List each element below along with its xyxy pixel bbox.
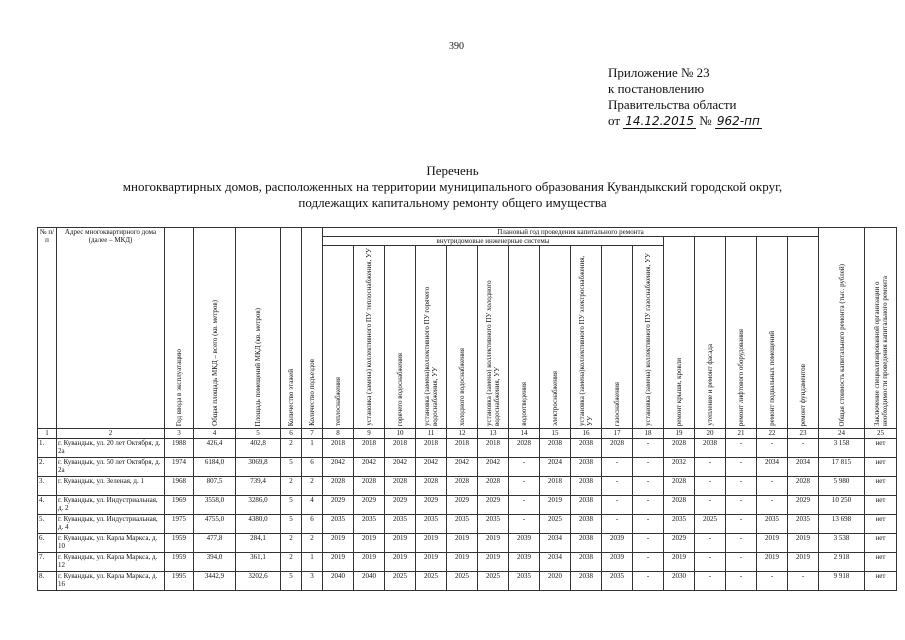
column-number: 25 — [865, 429, 897, 439]
table-cell: нет — [865, 458, 897, 477]
table-cell: 5. — [38, 515, 57, 534]
table-cell: 2019 — [323, 553, 354, 572]
column-number: 2 — [57, 429, 165, 439]
address-cell: г. Кувандык, ул. Зеленая, д. 1 — [57, 477, 165, 496]
header-premises-area: Площадь помещений МКД (кв. метров) — [236, 228, 281, 429]
column-number: 22 — [757, 429, 788, 439]
table-cell: 3558,0 — [194, 496, 236, 515]
table-cell: 2024 — [540, 458, 571, 477]
table-cell: 807,5 — [194, 477, 236, 496]
address-cell: г. Кувандык, ул. Карла Маркса, д. 12 — [57, 553, 165, 572]
table-cell: 2019 — [757, 553, 788, 572]
table-cell: 2035 — [788, 515, 819, 534]
table-cell: 2038 — [540, 439, 571, 458]
column-number: 9 — [354, 429, 385, 439]
table-cell: - — [726, 439, 757, 458]
table-cell: - — [633, 534, 664, 553]
table-cell: 2035 — [416, 515, 447, 534]
table-cell: - — [633, 477, 664, 496]
column-number: 15 — [540, 429, 571, 439]
table-cell: - — [695, 458, 726, 477]
title-line-3: подлежащих капитальному ремонту общего имущества — [298, 195, 607, 210]
table-cell: 2039 — [509, 553, 540, 572]
column-number: 21 — [726, 429, 757, 439]
table-cell: 2035 — [478, 515, 509, 534]
table-cell: - — [726, 515, 757, 534]
table-cell: 2019 — [447, 534, 478, 553]
table-cell: 2035 — [664, 515, 695, 534]
table-cell: - — [726, 496, 757, 515]
header-elevator: ремонт лифтового оборудования — [726, 237, 757, 429]
table-cell: - — [509, 515, 540, 534]
table-cell: 2034 — [788, 458, 819, 477]
table-cell: 2028 — [509, 439, 540, 458]
table-cell: 2029 — [447, 496, 478, 515]
column-number: 3 — [165, 429, 194, 439]
table-cell: 2029 — [664, 534, 695, 553]
table-cell: 2019 — [354, 534, 385, 553]
header-gas-meter: установка (замена) коллективного ПУ газоснабжения, УУ — [633, 246, 664, 429]
table-cell: 2018 — [478, 439, 509, 458]
table-cell: 2034 — [540, 553, 571, 572]
column-number: 10 — [385, 429, 416, 439]
table-cell: 6 — [302, 515, 323, 534]
header-heat-meter: установка (замена) коллективного ПУ теплоснабжения, УУ — [354, 246, 385, 429]
header-cost: Общая стоимость капитального ремонта (тыс. рублей) — [819, 228, 865, 429]
table-cell: 2039 — [602, 534, 633, 553]
table-cell: нет — [865, 477, 897, 496]
table-cell: 5 — [281, 458, 302, 477]
table-cell: 2032 — [664, 458, 695, 477]
table-cell: нет — [865, 572, 897, 591]
column-number: 1 — [38, 429, 57, 439]
table-cell: 2019 — [323, 534, 354, 553]
column-number: 24 — [819, 429, 865, 439]
table-cell: 3 — [302, 572, 323, 591]
table-cell: - — [757, 439, 788, 458]
table-cell: - — [633, 572, 664, 591]
handwritten-number: 962-пп — [716, 114, 760, 128]
table-cell: 2025 — [695, 515, 726, 534]
table-cell: нет — [865, 496, 897, 515]
table-cell: 2029 — [385, 496, 416, 515]
table-cell: 2019 — [788, 534, 819, 553]
table-cell: 2029 — [416, 496, 447, 515]
table-cell: - — [633, 439, 664, 458]
table-cell: 4. — [38, 496, 57, 515]
table-cell: 2018 — [385, 439, 416, 458]
table-cell: 2019 — [385, 534, 416, 553]
header-hot-water-meter: установка (замена)коллективного ПУ горячего водоснабжения, УУ — [416, 246, 447, 429]
table-cell: - — [726, 458, 757, 477]
table-cell: 2019 — [478, 534, 509, 553]
table-cell: - — [509, 477, 540, 496]
table-cell: 5 980 — [819, 477, 865, 496]
table-cell: 3202,6 — [236, 572, 281, 591]
table-row — [38, 534, 897, 553]
table-cell: 2038 — [571, 439, 602, 458]
table-cell: 2 — [281, 534, 302, 553]
table-cell: 2028 — [385, 477, 416, 496]
appendix-block — [608, 65, 762, 129]
table-cell: 2042 — [478, 458, 509, 477]
table-cell: 284,1 — [236, 534, 281, 553]
table-cell: - — [633, 553, 664, 572]
table-cell: 2018 — [416, 439, 447, 458]
table-cell: 1. — [38, 439, 57, 458]
table-cell: 1975 — [165, 515, 194, 534]
table-row — [38, 439, 897, 458]
table-cell: 2029 — [354, 496, 385, 515]
table-cell: 2038 — [571, 534, 602, 553]
table-cell: 3442,9 — [194, 572, 236, 591]
table-cell: 2. — [38, 458, 57, 477]
table-cell: 2028 — [478, 477, 509, 496]
table-cell: 2038 — [571, 477, 602, 496]
table-row — [38, 572, 897, 591]
table-cell: 2028 — [664, 477, 695, 496]
table-cell: 2028 — [416, 477, 447, 496]
table-cell: 7. — [38, 553, 57, 572]
column-number: 20 — [695, 429, 726, 439]
table-cell: 2042 — [447, 458, 478, 477]
table-cell: 361,1 — [236, 553, 281, 572]
table-cell: 3286,0 — [236, 496, 281, 515]
table-cell: 2035 — [385, 515, 416, 534]
table-cell: 402,8 — [236, 439, 281, 458]
table-cell: - — [695, 496, 726, 515]
table-cell: 4380,0 — [236, 515, 281, 534]
table-cell: 2018 — [540, 477, 571, 496]
table-cell: 6184,0 — [194, 458, 236, 477]
table-cell: - — [602, 496, 633, 515]
table-cell: 2 — [281, 439, 302, 458]
header-roof: ремонт крыши, кровли — [664, 237, 695, 429]
table-cell: 2029 — [788, 496, 819, 515]
table-cell: 2035 — [757, 515, 788, 534]
table-cell: 2042 — [385, 458, 416, 477]
table-cell: 8. — [38, 572, 57, 591]
table-cell: 2038 — [571, 458, 602, 477]
table-cell: нет — [865, 515, 897, 534]
page-number: 390 — [449, 41, 464, 52]
column-number: 12 — [447, 429, 478, 439]
header-floors: Количество этажей — [281, 228, 302, 429]
table-cell: - — [602, 515, 633, 534]
table-cell: 5 — [281, 572, 302, 591]
table-cell: 3 158 — [819, 439, 865, 458]
column-number: 7 — [302, 429, 323, 439]
appendix-line-government: Правительства области — [608, 97, 737, 112]
table-cell: 1968 — [165, 477, 194, 496]
table-cell: - — [695, 553, 726, 572]
table-cell: - — [633, 458, 664, 477]
header-foundation: ремонт фундаментов — [788, 237, 819, 429]
table-cell: 2038 — [695, 439, 726, 458]
table-cell: 2 918 — [819, 553, 865, 572]
table-cell: - — [726, 572, 757, 591]
table-cell: 1 — [302, 439, 323, 458]
table-cell: - — [757, 496, 788, 515]
column-number-row — [38, 429, 897, 439]
table-cell: 2029 — [323, 496, 354, 515]
table-cell: 2029 — [478, 496, 509, 515]
header-cold-water: холодного водоснабжения — [447, 246, 478, 429]
table-cell: 17 815 — [819, 458, 865, 477]
column-number: 13 — [478, 429, 509, 439]
table-cell: 13 698 — [819, 515, 865, 534]
table-cell: 2035 — [602, 572, 633, 591]
table-cell: 2035 — [509, 572, 540, 591]
title-line-1: Перечень — [426, 163, 479, 178]
table-cell: 6 — [302, 458, 323, 477]
header-heat: теплоснабжения — [323, 246, 354, 429]
table-cell: 1959 — [165, 534, 194, 553]
appendix-date-line — [608, 113, 762, 129]
table-cell: 2034 — [757, 458, 788, 477]
table-cell: 5 — [281, 515, 302, 534]
header-facade: утепление и ремонт фасада — [695, 237, 726, 429]
column-number: 23 — [788, 429, 819, 439]
table-cell: 2025 — [385, 572, 416, 591]
column-number: 19 — [664, 429, 695, 439]
table-cell: 2034 — [540, 534, 571, 553]
table-cell: 2025 — [416, 572, 447, 591]
column-number: 11 — [416, 429, 447, 439]
header-total-area: Общая площадь МКД – всего (кв. метров) — [194, 228, 236, 429]
table-cell: 10 250 — [819, 496, 865, 515]
column-number: 14 — [509, 429, 540, 439]
table-cell: 2038 — [571, 496, 602, 515]
table-cell: 2028 — [664, 496, 695, 515]
address-cell: г. Кувандык, ул. Индустриальная, д. 4 — [57, 515, 165, 534]
table-cell: 2038 — [571, 572, 602, 591]
header-basement: ремонт подвальных помещений — [757, 237, 788, 429]
table-cell: 5 — [281, 496, 302, 515]
table-cell: 2019 — [788, 553, 819, 572]
date-prefix: от — [608, 113, 621, 128]
header-entrances: Количество подъездов — [302, 228, 323, 429]
table-cell: - — [602, 477, 633, 496]
table-cell: 2028 — [354, 477, 385, 496]
table-cell: - — [695, 534, 726, 553]
title-line-2: многоквартирных домов, расположенных на территории муниципального образования Кувандыкский городской округ, — [122, 179, 783, 194]
address-cell: г. Кувандык, ул. 20 лет Октября, д. 2а — [57, 439, 165, 458]
table-cell: 2020 — [540, 572, 571, 591]
table-cell: 2019 — [664, 553, 695, 572]
table-cell: 2 — [281, 477, 302, 496]
table-cell: 1995 — [165, 572, 194, 591]
table-cell: 1969 — [165, 496, 194, 515]
table-cell: 2038 — [571, 553, 602, 572]
appendix-line-resolution: к постановлению — [608, 81, 705, 96]
table-cell: 2019 — [478, 553, 509, 572]
table-cell: 2 — [302, 477, 323, 496]
table-cell: 2018 — [354, 439, 385, 458]
table-cell: 4 — [302, 496, 323, 515]
table-cell: - — [726, 534, 757, 553]
table-cell: 2025 — [540, 515, 571, 534]
header-hot-water: горячего водоснабжения — [385, 246, 416, 429]
table-cell: 2018 — [323, 439, 354, 458]
table-cell: - — [633, 515, 664, 534]
table-row — [38, 496, 897, 515]
table-cell: - — [695, 572, 726, 591]
column-number: 5 — [236, 429, 281, 439]
table-cell: 426,4 — [194, 439, 236, 458]
table-row — [38, 458, 897, 477]
table-cell: 2 — [302, 534, 323, 553]
table-cell: нет — [865, 553, 897, 572]
table-cell: 477,8 — [194, 534, 236, 553]
table-cell: 9 918 — [819, 572, 865, 591]
table-cell: 3 538 — [819, 534, 865, 553]
table-cell: 2018 — [447, 439, 478, 458]
table-cell: 2042 — [354, 458, 385, 477]
table-cell: 4755,0 — [194, 515, 236, 534]
header-planned-year: Плановый год проведения капитального ремонта — [323, 228, 819, 237]
table-cell: - — [757, 572, 788, 591]
table-cell: 2019 — [354, 553, 385, 572]
table-cell: - — [602, 458, 633, 477]
table-cell: 2035 — [323, 515, 354, 534]
table-cell: - — [788, 572, 819, 591]
table-cell: 3069,8 — [236, 458, 281, 477]
table-cell: - — [509, 458, 540, 477]
table-cell: 2040 — [323, 572, 354, 591]
number-prefix: № — [699, 113, 712, 128]
table-cell: 2035 — [354, 515, 385, 534]
table-cell: 2030 — [664, 572, 695, 591]
handwritten-date: 14.12.2015 — [625, 114, 694, 128]
table-cell: 2 — [281, 553, 302, 572]
header-electricity-meter: установка (замена)коллективного ПУ электроснабжения, УУ — [571, 246, 602, 429]
table-cell: - — [695, 477, 726, 496]
column-number: 8 — [323, 429, 354, 439]
address-cell: г. Кувандык, ул. Индустриальная, д. 2 — [57, 496, 165, 515]
table-cell: 2028 — [602, 439, 633, 458]
table-row — [38, 553, 897, 572]
table-cell: 2042 — [323, 458, 354, 477]
address-cell: г. Кувандык, ул. Карла Маркса, д. 10 — [57, 534, 165, 553]
table-cell: нет — [865, 439, 897, 458]
table-cell: 6. — [38, 534, 57, 553]
table-row — [38, 477, 897, 496]
header-conclusion: Заключение специализированной организации о необходимости проведения капитального ремонта — [865, 228, 897, 429]
table-cell: - — [788, 439, 819, 458]
table-cell: - — [509, 496, 540, 515]
table-cell: 2028 — [447, 477, 478, 496]
document-title — [60, 163, 845, 211]
table-cell: - — [726, 553, 757, 572]
table-cell: 3. — [38, 477, 57, 496]
table-cell: - — [726, 477, 757, 496]
table-cell: 2042 — [416, 458, 447, 477]
table-cell: 2038 — [571, 515, 602, 534]
table-cell: 2039 — [509, 534, 540, 553]
table-cell: 394,0 — [194, 553, 236, 572]
table-cell: 1974 — [165, 458, 194, 477]
header-electricity: электроснабжения — [540, 246, 571, 429]
table-cell: нет — [865, 534, 897, 553]
address-cell: г. Кувандык, ул. Карла Маркса, д. 16 — [57, 572, 165, 591]
table-cell: 2028 — [788, 477, 819, 496]
header-drainage: водоотведения — [509, 246, 540, 429]
table-cell: 739,4 — [236, 477, 281, 496]
table-cell: - — [633, 496, 664, 515]
header-cold-water-meter: установка (замена) коллективного ПУ холодного водоснабжения, УУ — [478, 246, 509, 429]
table-cell: 2019 — [447, 553, 478, 572]
table-cell: 2019 — [385, 553, 416, 572]
table-cell: 1988 — [165, 439, 194, 458]
table-cell: 2019 — [416, 534, 447, 553]
header-engineering-systems: внутридомовые инженерные системы — [323, 237, 664, 246]
column-number: 17 — [602, 429, 633, 439]
header-num: № п/п — [38, 228, 57, 429]
table-cell: - — [757, 477, 788, 496]
table-cell: 1 — [302, 553, 323, 572]
table-cell: 2019 — [757, 534, 788, 553]
column-number: 4 — [194, 429, 236, 439]
header-address: Адрес многоквартирного дома (далее – МКД) — [57, 228, 165, 429]
column-number: 16 — [571, 429, 602, 439]
table-cell: 2028 — [323, 477, 354, 496]
table-cell: 2019 — [416, 553, 447, 572]
table-cell: 2039 — [602, 553, 633, 572]
address-cell: г. Кувандык, ул. 50 лет Октября, д. 2а — [57, 458, 165, 477]
column-number: 18 — [633, 429, 664, 439]
table-cell: 2035 — [447, 515, 478, 534]
appendix-title: Приложение № 23 — [608, 65, 710, 80]
header-gas: газоснабжения — [602, 246, 633, 429]
housing-repair-table — [37, 227, 897, 591]
table-row — [38, 515, 897, 534]
header-year: Год ввода в эксплуатацию — [165, 228, 194, 429]
column-number: 6 — [281, 429, 302, 439]
table-cell: 2025 — [478, 572, 509, 591]
table-cell: 2019 — [540, 496, 571, 515]
table-cell: 2028 — [664, 439, 695, 458]
table-cell: 2025 — [447, 572, 478, 591]
table-cell: 2040 — [354, 572, 385, 591]
table-cell: 1959 — [165, 553, 194, 572]
